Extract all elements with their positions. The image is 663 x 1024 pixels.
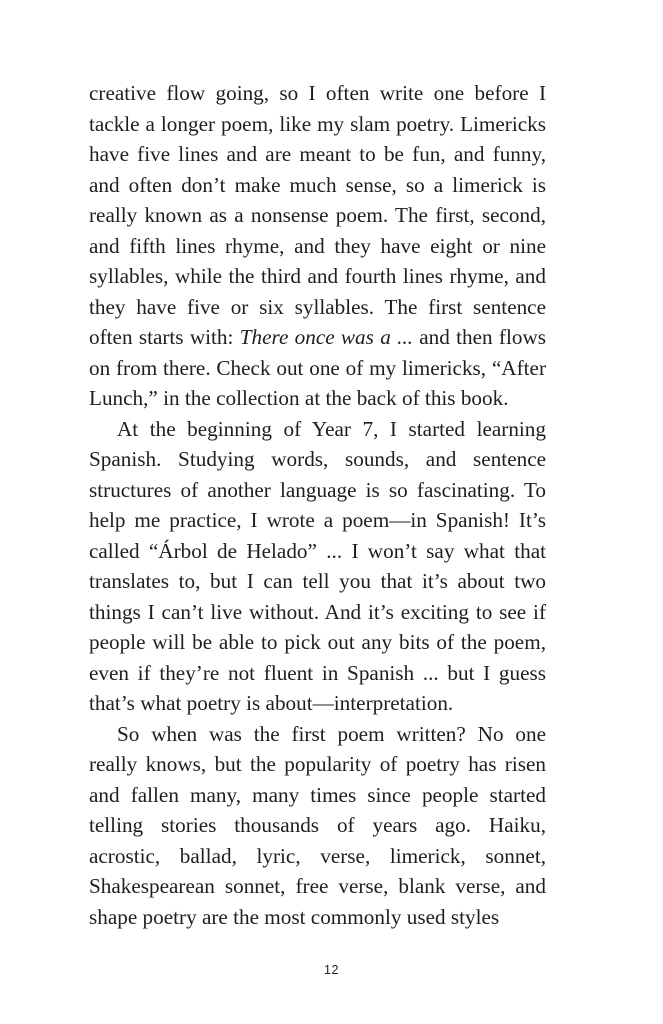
paragraph-limericks-part-2: and then flows on from there. Check out one of my limericks, “After Lunch,” in the collection at the back of this book. [89, 325, 546, 410]
paragraph-limericks [89, 78, 546, 414]
body-text [89, 78, 546, 932]
paragraph-limericks-part-1: creative flow going, so I often write one before I tackle a longer poem, like my slam poetry. Limericks have five lines and are meant to be fun, and funny, and often don’t make much sense, so a limerick is really known as a nonsense poem. The first, second, and fifth lines rhyme, and they have eight or nine syllables, while the third and fourth lines rhyme, and they have five or six syllables. The first sentence often starts with: [89, 81, 546, 349]
paragraph-first-poem: So when was the first poem written? No one really knows, but the popularity of poetry has risen and fallen many, many times since people started telling stories thousands of years ago. Haiku, acrostic, ballad, lyric, verse, limerick, sonnet, Shakespearean sonnet, free verse, blank verse, and shape poetry are the most commonly used styles [89, 721, 546, 929]
limerick-opening-phrase: There once was a ... [239, 325, 413, 349]
page-number: 12 [324, 963, 339, 977]
paragraph-spanish: At the beginning of Year 7, I started learning Spanish. Studying words, sounds, and sentence structures of another language is so fascinating. To help me practice, I wrote a poem—in Spanish! It’s called “Árbol de Helado” ... I won’t say what that translates to, but I can tell you that it’s about two things I can’t live without. And it’s exciting to see if people will be able to pick out any bits of the poem, even if they’re not fluent in Spanish ... but I guess that’s what poetry is about—interpretation. [89, 416, 546, 715]
